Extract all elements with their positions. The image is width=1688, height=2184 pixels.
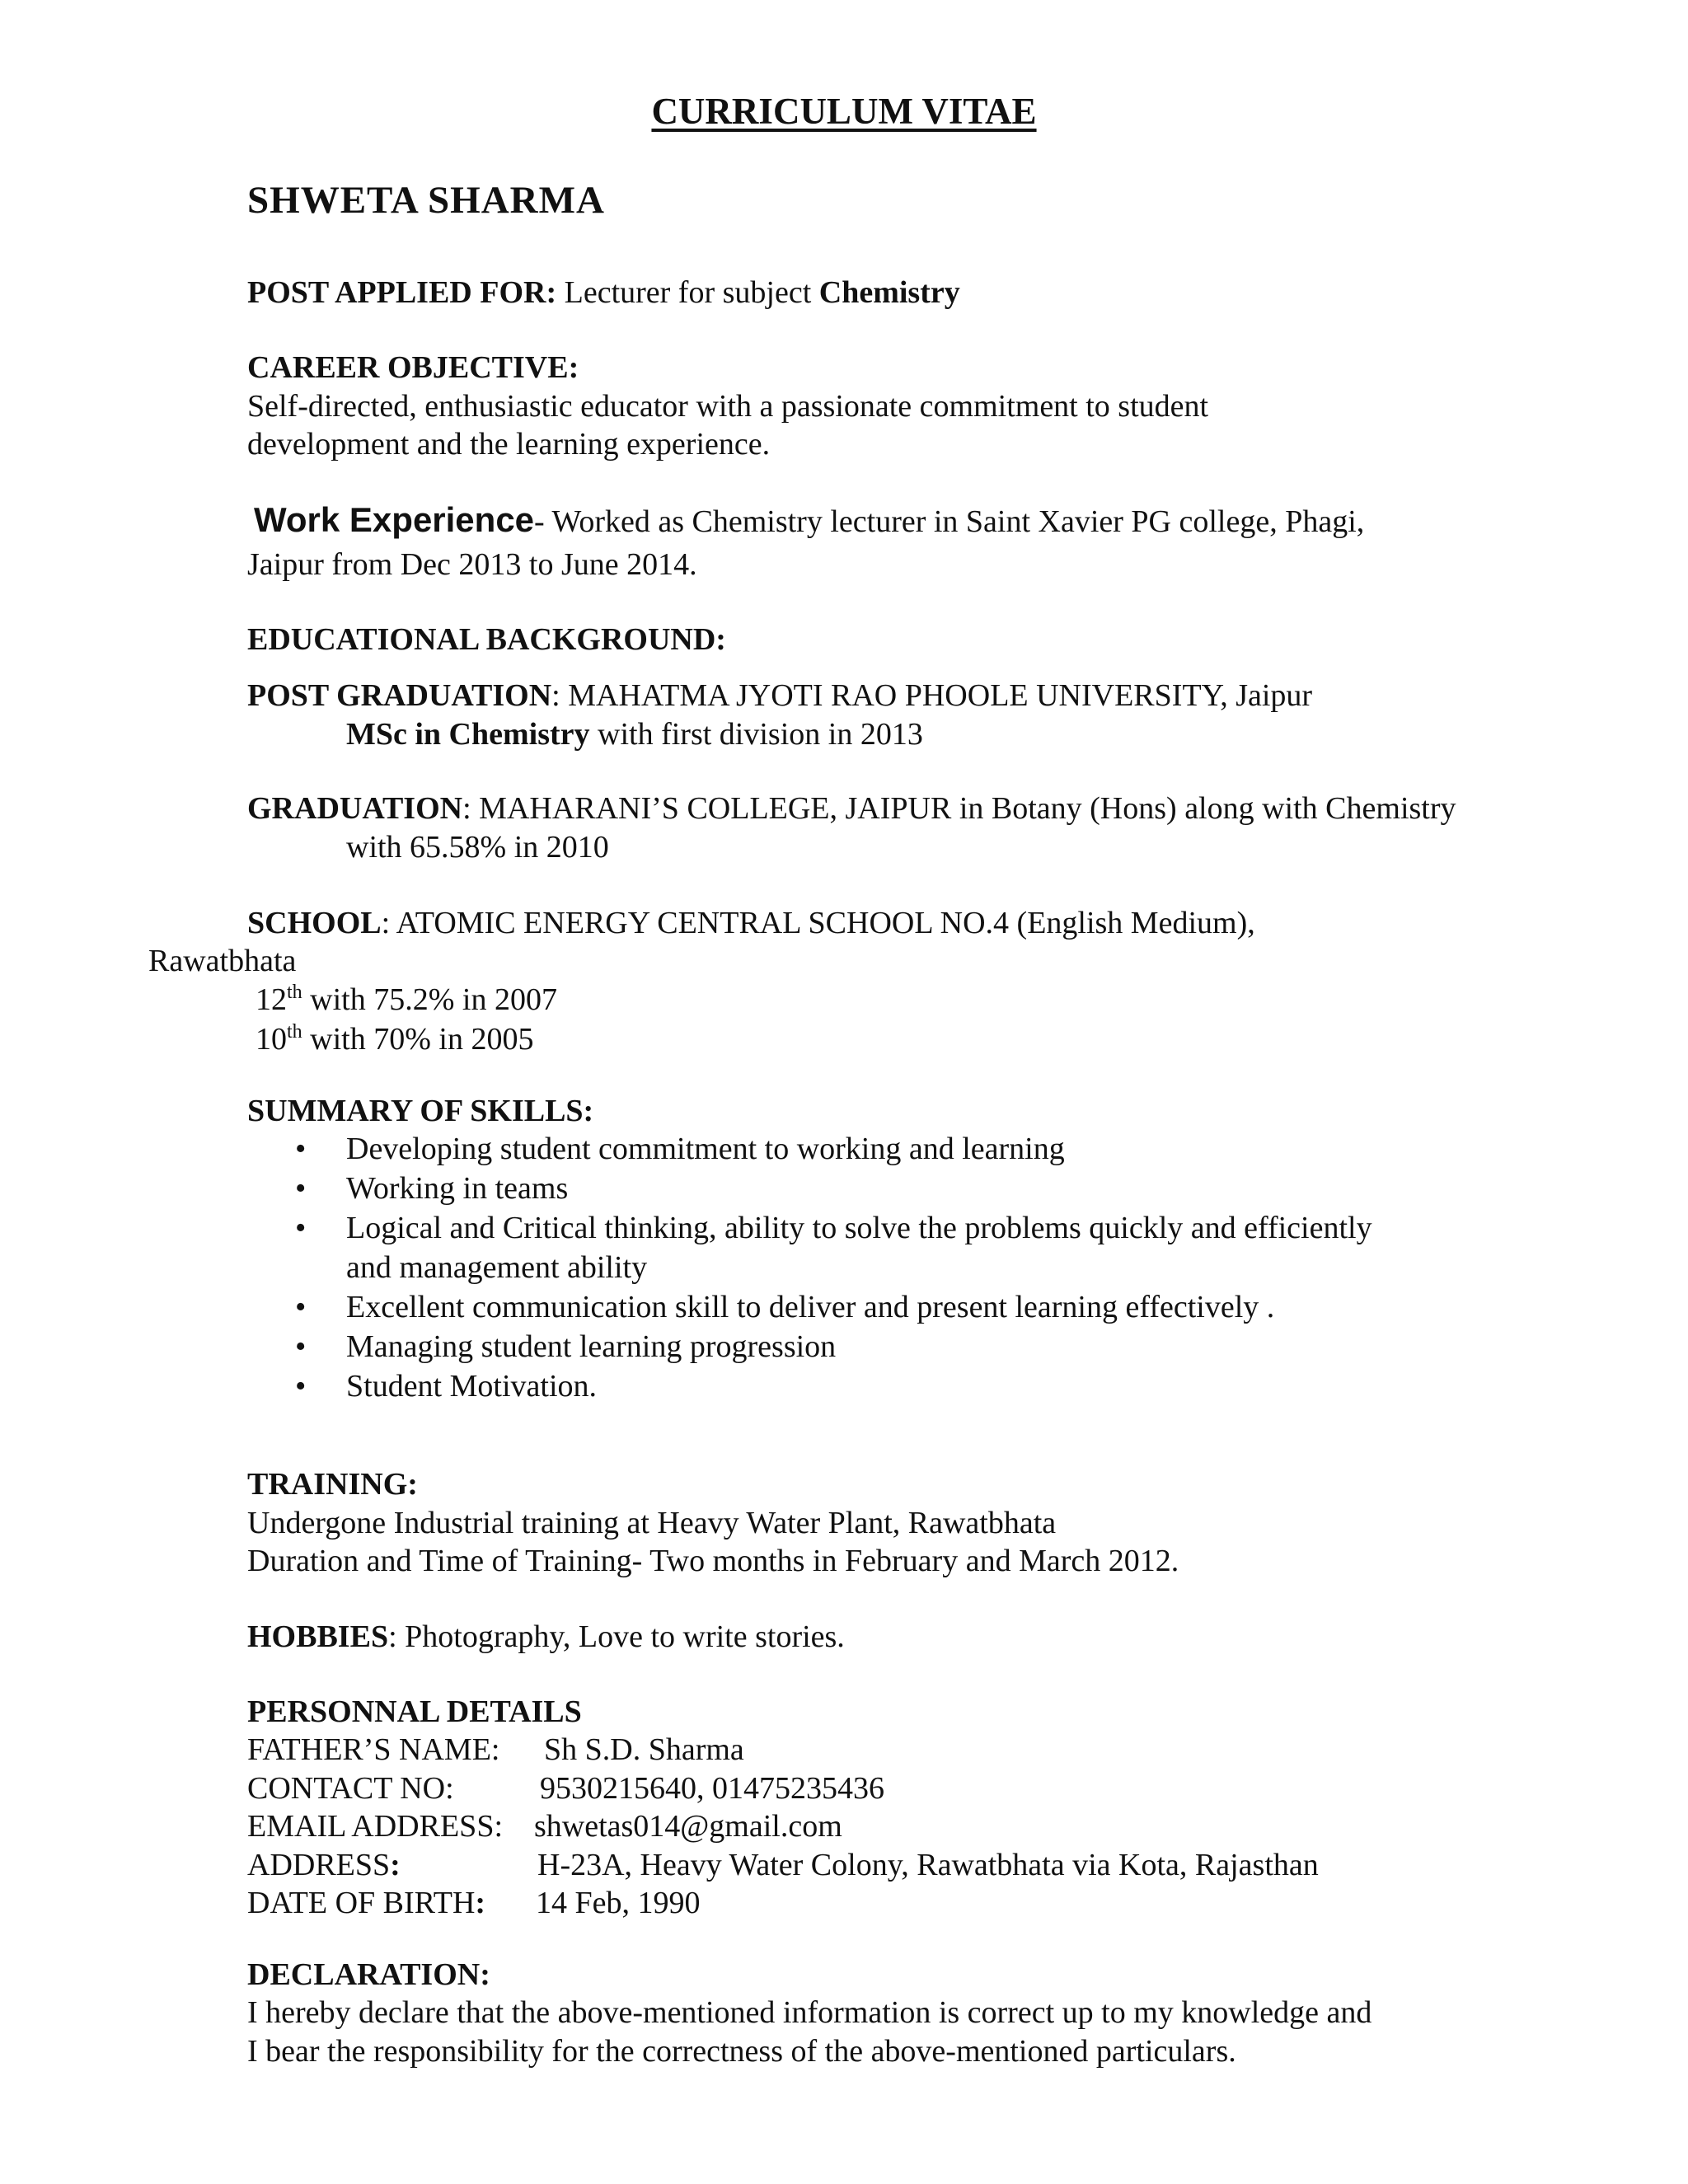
skill-text: Working in teams bbox=[346, 1171, 569, 1206]
skill-text: Student Motivation. bbox=[346, 1369, 597, 1404]
class-10-result bbox=[256, 1020, 533, 1059]
post-graduation-institution: : MAHATMA JYOTI RAO PHOOLE UNIVERSITY, Jaipur bbox=[551, 678, 1313, 713]
hobbies-value: : Photography, Love to write stories. bbox=[388, 1619, 845, 1654]
bullet-icon: • bbox=[295, 1369, 307, 1404]
declaration-line-1: I hereby declare that the above-mentioned information is correct up to my knowledge and bbox=[247, 1995, 1372, 2030]
skill-item bbox=[247, 1287, 1500, 1327]
post-graduation-degree: MSc in Chemistry bbox=[346, 717, 590, 752]
post-graduation-line bbox=[247, 677, 1312, 715]
school-line-2: Rawatbhata bbox=[148, 944, 297, 978]
work-experience-text: - Worked as Chemistry lecturer in Saint Xavier PG college, Phagi, bbox=[534, 504, 1365, 539]
bullet-icon: • bbox=[295, 1132, 307, 1166]
address-label-line bbox=[247, 1846, 401, 1885]
skills-list bbox=[247, 1129, 1500, 1406]
address-label: ADDRESS bbox=[247, 1848, 391, 1882]
graduation-line-2: with 65.58% in 2010 bbox=[346, 830, 609, 865]
father-name-value: Sh S.D. Sharma bbox=[544, 1732, 744, 1767]
contact-value: 9530215640, 01475235436 bbox=[540, 1771, 884, 1806]
graduation-text: : MAHARANI’S COLLEGE, JAIPUR in Botany (Hons) along with Chemistry bbox=[462, 791, 1456, 826]
skill-item bbox=[247, 1208, 1500, 1287]
address-value: H-23A, Heavy Water Colony, Rawatbhata via Kota, Rajasthan bbox=[537, 1848, 1319, 1882]
class-10-detail: with 70% in 2005 bbox=[302, 1022, 534, 1057]
post-graduation-degree-line bbox=[346, 715, 923, 754]
class-12-suffix: th bbox=[287, 982, 302, 1003]
graduation-line-1 bbox=[247, 790, 1456, 828]
skill-text: Managing student learning progression bbox=[346, 1329, 837, 1364]
document-title: CURRICULUM VITAE bbox=[651, 91, 1037, 132]
career-objective-heading: CAREER OBJECTIVE: bbox=[247, 350, 579, 385]
post-graduation-detail: with first division in 2013 bbox=[589, 717, 923, 752]
address-colon: : bbox=[390, 1848, 401, 1882]
school-line-1 bbox=[247, 904, 1255, 943]
candidate-name: SHWETA SHARMA bbox=[247, 179, 605, 222]
work-experience-line-1 bbox=[254, 500, 1364, 541]
post-applied-value: Lecturer for subject bbox=[564, 275, 812, 310]
class-10-suffix: th bbox=[287, 1021, 302, 1043]
work-experience-heading: Work Experience bbox=[254, 500, 535, 539]
training-heading: TRAINING: bbox=[247, 1467, 418, 1502]
school-label: SCHOOL bbox=[247, 906, 382, 940]
email-label: EMAIL ADDRESS: bbox=[247, 1809, 504, 1844]
contact-label: CONTACT NO: bbox=[247, 1771, 454, 1806]
bullet-icon: • bbox=[295, 1290, 307, 1324]
dob-colon: : bbox=[475, 1886, 486, 1920]
email-value: shwetas014@gmail.com bbox=[534, 1809, 842, 1844]
hobbies-label: HOBBIES bbox=[247, 1619, 389, 1654]
father-name-label: FATHER’S NAME: bbox=[247, 1732, 500, 1767]
skill-item bbox=[247, 1327, 1500, 1366]
post-applied-label: POST APPLIED FOR: bbox=[247, 275, 557, 310]
hobbies-line bbox=[247, 1618, 845, 1657]
class-12-result bbox=[256, 981, 557, 1019]
dob-label-line bbox=[247, 1884, 485, 1923]
class-10-number: 10 bbox=[256, 1022, 287, 1057]
bullet-icon: • bbox=[295, 1171, 307, 1206]
school-text: : ATOMIC ENERGY CENTRAL SCHOOL NO.4 (English Medium), bbox=[381, 906, 1255, 940]
class-12-number: 12 bbox=[256, 982, 287, 1017]
bullet-icon: • bbox=[295, 1211, 307, 1245]
skills-heading: SUMMARY OF SKILLS: bbox=[247, 1094, 594, 1128]
training-line-2: Duration and Time of Training- Two months in February and March 2012. bbox=[247, 1544, 1179, 1578]
graduation-label: GRADUATION bbox=[247, 791, 463, 826]
class-12-detail: with 75.2% in 2007 bbox=[302, 982, 557, 1017]
skill-text-continued: and management ability bbox=[346, 1250, 648, 1285]
post-applied-line bbox=[247, 274, 960, 312]
declaration-heading: DECLARATION: bbox=[247, 1957, 490, 1992]
skill-text: Developing student commitment to working and learning bbox=[346, 1132, 1065, 1166]
dob-label: DATE OF BIRTH bbox=[247, 1886, 476, 1920]
work-experience-line-2: Jaipur from Dec 2013 to June 2014. bbox=[247, 547, 697, 582]
post-applied-subject: Chemistry bbox=[818, 275, 960, 310]
skill-item bbox=[247, 1129, 1500, 1169]
career-objective-line-1: Self-directed, enthusiastic educator with a passionate commitment to student bbox=[247, 389, 1209, 424]
skill-item bbox=[247, 1169, 1500, 1208]
post-graduation-label: POST GRADUATION bbox=[247, 678, 552, 713]
skill-item bbox=[247, 1366, 1500, 1406]
personal-details-heading: PERSONNAL DETAILS bbox=[247, 1694, 582, 1729]
declaration-line-2: I bear the responsibility for the correctness of the above-mentioned particulars. bbox=[247, 2034, 1236, 2069]
career-objective-line-2: development and the learning experience. bbox=[247, 427, 771, 462]
skill-text: Logical and Critical thinking, ability to solve the problems quickly and efficiently bbox=[346, 1211, 1372, 1245]
education-heading: EDUCATIONAL BACKGROUND: bbox=[247, 622, 726, 657]
skill-text: Excellent communication skill to deliver and present learning effectively . bbox=[346, 1290, 1275, 1324]
bullet-icon: • bbox=[295, 1329, 307, 1364]
training-line-1: Undergone Industrial training at Heavy Water Plant, Rawatbhata bbox=[247, 1506, 1057, 1540]
dob-value: 14 Feb, 1990 bbox=[536, 1886, 701, 1920]
